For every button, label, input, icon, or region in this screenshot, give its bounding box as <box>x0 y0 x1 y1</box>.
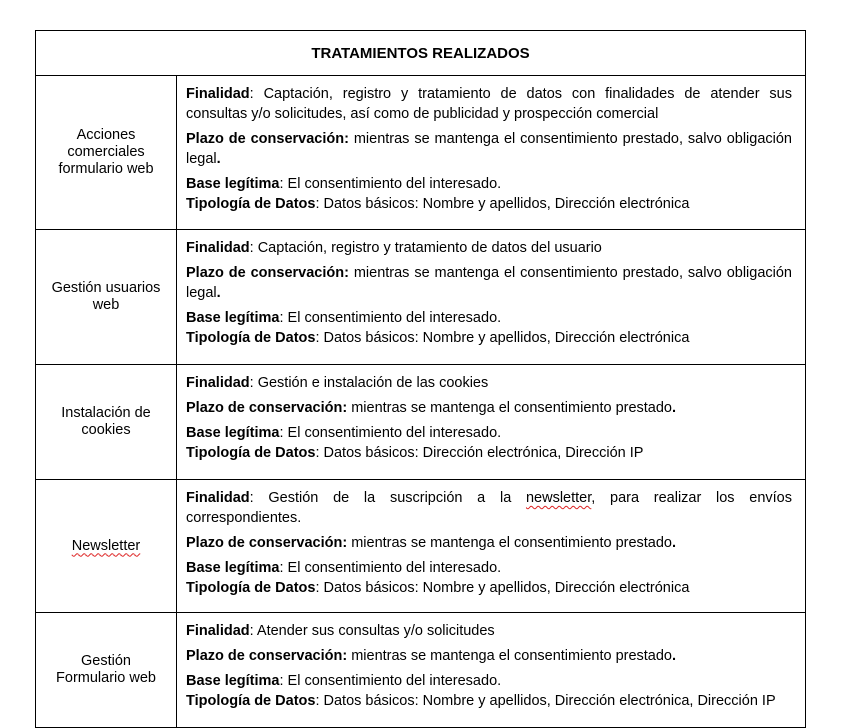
finalidad-line <box>186 621 792 641</box>
base-label: Base legítima <box>186 560 280 576</box>
finalidad-text: : Atender sus consultas y/o solicitudes <box>249 623 495 639</box>
tipologia-label: Tipología de Datos <box>186 445 316 461</box>
treatment-details <box>177 230 806 365</box>
table-row <box>36 76 806 230</box>
base-line <box>186 423 792 443</box>
plazo-text: mientras se mantenga el consentimiento prestado <box>347 400 672 416</box>
plazo-end: . <box>216 151 221 167</box>
plazo-line <box>186 533 792 553</box>
treatment-details <box>177 613 806 728</box>
tipologia-text: : Datos básicos: Nombre y apellidos, Dirección electrónica, Dirección IP <box>315 693 776 709</box>
base-text: : El consentimiento del interesado. <box>279 560 502 576</box>
plazo-label: Plazo de conservación: <box>186 265 349 281</box>
plazo-label: Plazo de conservación: <box>186 648 348 664</box>
base-text: : El consentimiento del interesado. <box>279 425 502 441</box>
table-row <box>36 613 806 728</box>
treatment-name-text: Newsletter <box>71 537 141 554</box>
plazo-end: . <box>216 285 221 301</box>
treatment-details <box>177 480 806 613</box>
plazo-text: mientras se mantenga el consentimiento prestado <box>347 648 672 664</box>
finalidad-text: : Gestión de la suscripción a la <box>249 490 526 506</box>
plazo-text: mientras se mantenga el consentimiento prestado, salvo obligación legal <box>186 131 792 167</box>
tipologia-text: : Datos básicos: Nombre y apellidos, Dirección electrónica <box>315 196 690 212</box>
base-label: Base legítima <box>186 176 280 192</box>
finalidad-label: Finalidad <box>186 623 250 639</box>
base-line <box>186 558 792 578</box>
finalidad-label: Finalidad <box>186 240 250 256</box>
plazo-line <box>186 646 792 666</box>
plazo-line <box>186 263 792 303</box>
base-text: : El consentimiento del interesado. <box>279 310 502 326</box>
finalidad-label: Finalidad <box>186 86 250 102</box>
base-line <box>186 308 792 328</box>
finalidad-keyword: newsletter <box>525 490 592 506</box>
tipologia-text: : Datos básicos: Nombre y apellidos, Dirección electrónica <box>315 580 690 596</box>
treatment-name-line2: Formulario web <box>56 670 156 686</box>
finalidad-text-end: , para realizar los envíos correspondientes. <box>186 490 793 526</box>
finalidad-line <box>186 488 792 528</box>
table-row <box>36 365 806 480</box>
tipologia-line <box>186 194 792 214</box>
base-text: : El consentimiento del interesado. <box>279 673 502 689</box>
tipologia-label: Tipología de Datos <box>186 196 316 212</box>
treatment-name-line1: Gestión <box>81 653 131 669</box>
plazo-end: . <box>672 648 677 664</box>
finalidad-line <box>186 238 792 258</box>
tipologia-label: Tipología de Datos <box>186 330 316 346</box>
plazo-end: . <box>672 400 677 416</box>
treatment-details <box>177 76 806 230</box>
finalidad-label: Finalidad <box>186 490 250 506</box>
tipologia-text: : Datos básicos: Nombre y apellidos, Dirección electrónica <box>315 330 690 346</box>
plazo-text: mientras se mantenga el consentimiento prestado, salvo obligación legal <box>186 265 792 301</box>
treatment-name <box>36 480 177 613</box>
plazo-text: mientras se mantenga el consentimiento prestado <box>347 535 672 551</box>
treatment-name: Acciones comerciales formulario web <box>36 76 177 230</box>
tipologia-line <box>186 691 792 711</box>
treatments-table <box>35 30 806 728</box>
tipologia-label: Tipología de Datos <box>186 693 316 709</box>
plazo-line <box>186 129 792 169</box>
base-label: Base legítima <box>186 425 280 441</box>
finalidad-label: Finalidad <box>186 375 250 391</box>
base-line <box>186 671 792 691</box>
treatment-name: Instalación de cookies <box>36 365 177 480</box>
tipologia-line <box>186 443 792 463</box>
tipologia-line <box>186 328 792 348</box>
finalidad-text: : Gestión e instalación de las cookies <box>249 375 489 391</box>
finalidad-line <box>186 84 792 124</box>
base-label: Base legítima <box>186 310 280 326</box>
plazo-label: Plazo de conservación: <box>186 131 349 147</box>
table-title: TRATAMIENTOS REALIZADOS <box>36 31 806 76</box>
treatment-name: Gestión usuarios web <box>36 230 177 365</box>
tipologia-line <box>186 578 792 598</box>
plazo-label: Plazo de conservación: <box>186 535 348 551</box>
table-row <box>36 480 806 613</box>
plazo-end: . <box>672 535 677 551</box>
finalidad-text: : Captación, registro y tratamiento de datos con finalidades de atender sus consultas y/o solicitudes, así como de publicidad y prospección comercial <box>186 86 792 122</box>
finalidad-line <box>186 373 792 393</box>
plazo-line <box>186 398 792 418</box>
base-line <box>186 174 792 194</box>
base-label: Base legítima <box>186 673 280 689</box>
treatment-details <box>177 365 806 480</box>
finalidad-text: : Captación, registro y tratamiento de datos del usuario <box>249 240 602 256</box>
base-text: : El consentimiento del interesado. <box>279 176 502 192</box>
treatment-name <box>36 613 177 728</box>
tipologia-label: Tipología de Datos <box>186 580 316 596</box>
tipologia-text: : Datos básicos: Dirección electrónica, Dirección IP <box>315 445 644 461</box>
table-row <box>36 230 806 365</box>
plazo-label: Plazo de conservación: <box>186 400 348 416</box>
